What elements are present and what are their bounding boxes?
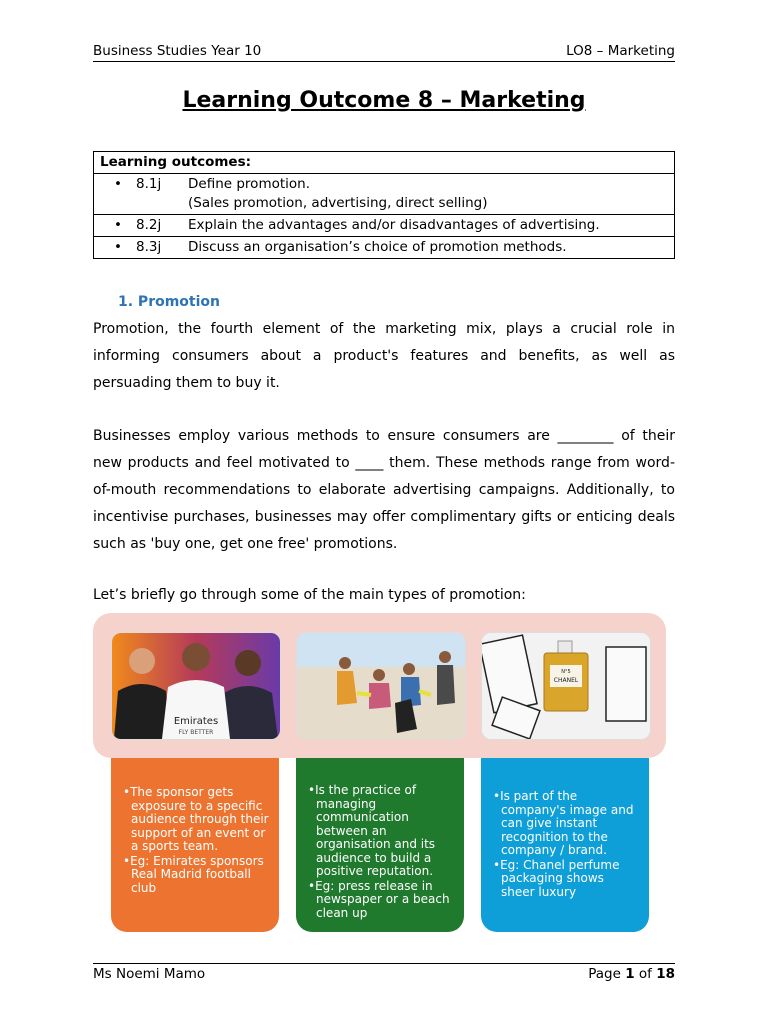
outcome-code: 8.1j [136,176,162,192]
outcome-row [94,237,675,259]
header-unit: LO8 – Marketing [566,43,675,59]
learning-outcomes-table [93,151,675,259]
page-title: Learning Outcome 8 – Marketing [182,88,586,113]
page-footer [93,963,675,982]
outcome-subtext: (Sales promotion, advertising, direct selling) [188,195,488,211]
section-heading: 1. Promotion [118,294,220,310]
outcome-row [94,174,675,215]
bullet-icon: • [114,176,122,192]
page-number: Page 1 of 18 [588,966,675,982]
paragraph-types: Let’s briefly go through some of the main types of promotion: [93,587,526,603]
card-bullet: •Eg: Chanel perfume packaging shows sheer luxury [493,857,620,899]
outcome-text: Define promotion. [188,176,311,192]
perfume-brand: CHANEL [553,677,579,684]
header-course: Business Studies Year 10 [93,43,262,59]
shirt-sponsor-text: Emirates [173,716,219,727]
outcome-row [94,215,675,237]
sponsorship-photo [111,632,281,740]
perfume-number: N°5 [561,669,571,675]
sponsorship-card [111,758,279,932]
footer-author: Ms Noemi Mamo [93,966,206,982]
public-relations-card [296,758,464,932]
shirt-sponsor-subtext: FLY BETTER [178,729,214,736]
bullet-icon: • [114,239,122,255]
outcomes-heading: Learning outcomes: [94,152,675,174]
bullet-icon: • [114,217,122,233]
card-bullet: •Is the practice of managing communication between an organisation and its audience to build a positive reputation. [308,783,436,878]
outcome-code: 8.3j [136,239,162,255]
card-bullet: •Eg: press release in newspaper or a beach clean up [308,878,450,920]
perfume-photo [481,632,651,740]
card-bullet: •Eg: Emirates sponsors Real Madrid football club [123,853,264,895]
paragraph-methods: Businesses employ various methods to ensure consumers are ________ of their new products and feel motivated to ____ them. These methods range from word-of-mouth recommendations to elaborate advertising campaigns. Additionally, to incentivise purchases, businesses may offer complimentary gifts or enticing deals such as 'buy one, get one free' promotions. [93,428,675,552]
card-bullet: •Is part of the company's image and can give instant recognition to the company / brand. [493,789,634,857]
outcome-text: Discuss an organisation’s choice of promotion methods. [188,239,567,255]
packaging-card [481,758,649,932]
card-bullet: •The sponsor gets exposure to a specific audience through their support of an event or a sports team. [123,785,269,853]
outcome-text: Explain the advantages and/or disadvantages of advertising. [188,217,600,233]
page-header [93,43,675,62]
paragraph-intro: Promotion, the fourth element of the marketing mix, plays a crucial role in informing consumers about a product's features and benefits, as well as persuading them to buy it. [93,321,675,391]
beach-cleanup-photo [296,632,466,740]
outcome-code: 8.2j [136,217,162,233]
